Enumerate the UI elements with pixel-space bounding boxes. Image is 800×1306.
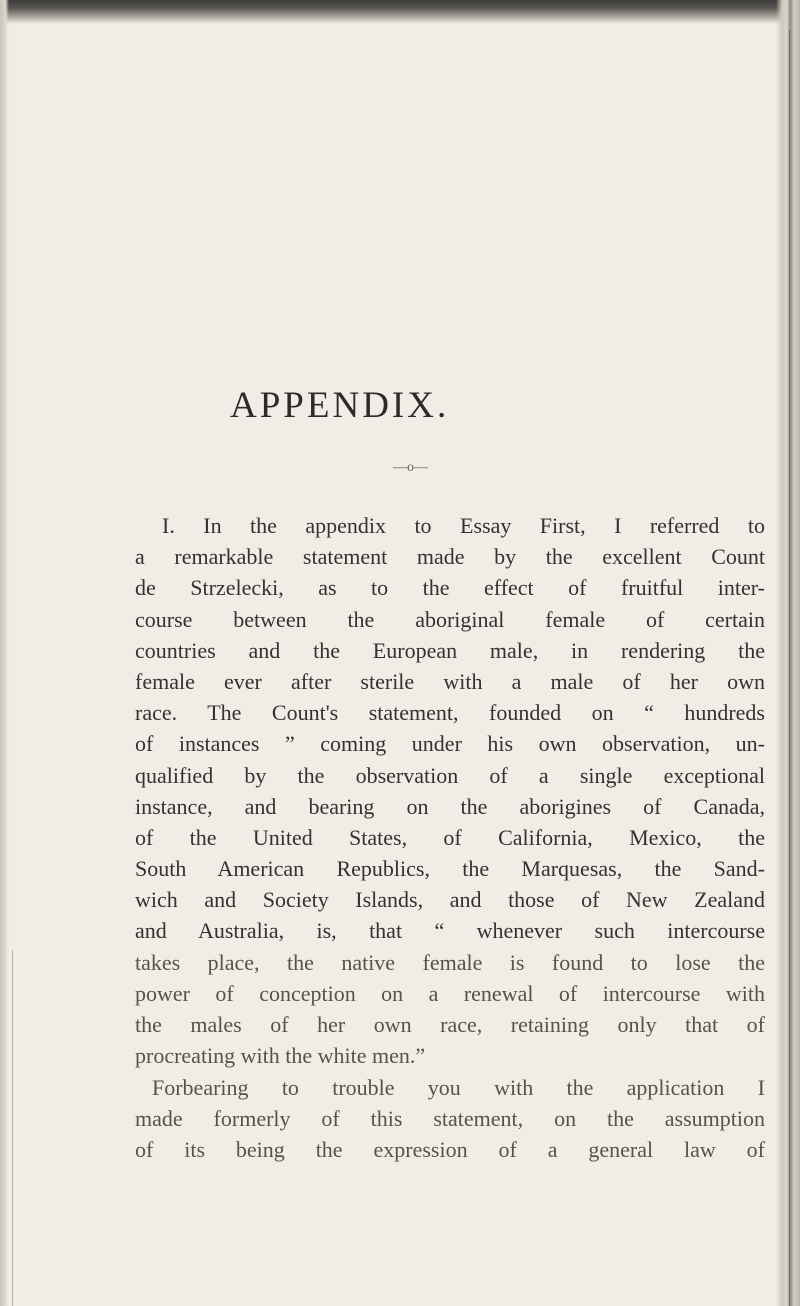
paragraph-line: South American Republics, the Marquesas, the Sand- — [135, 856, 765, 882]
paragraph-line: takes place, the native female is found to lose the — [135, 949, 765, 975]
appendix-heading: APPENDIX. — [230, 385, 450, 426]
paragraph-line: de Strzelecki, as to the effect of fruitful inter- — [135, 575, 765, 601]
paragraph-line: female ever after sterile with a male of her own — [135, 668, 765, 694]
page-left-edge — [0, 0, 9, 1306]
page-right-fold-line — [789, 30, 790, 1306]
paragraph-1 — [135, 510, 765, 1071]
paragraph-line: instance, and bearing on the aborigines of Canada, — [135, 793, 765, 819]
paragraph-line: of instances ” coming under his own observation, un- — [135, 731, 765, 757]
paragraph-line: the males of her own race, retaining only that of — [135, 1012, 765, 1037]
paragraph-line: a remarkable statement made by the excellent Count — [135, 544, 765, 570]
paragraph-line: countries and the European male, in rendering the — [135, 637, 765, 663]
section-divider: —o— — [393, 460, 428, 475]
paragraph-line: of the United States, of California, Mexico, the — [135, 824, 765, 850]
paragraph-line: wich and Society Islands, and those of New Zealand — [135, 887, 765, 913]
paragraph-line: race. The Count's statement, founded on “ hundreds — [135, 700, 765, 726]
paragraph-line: qualified by the observation of a single exceptional — [135, 762, 765, 788]
page-left-fold-line — [12, 950, 13, 1306]
paragraph-line: of its being the expression of a general law of — [135, 1136, 765, 1162]
paragraph-line: Forbearing to trouble you with the application I — [152, 1074, 765, 1100]
paragraph-line: procreating with the white men.” — [135, 1043, 426, 1069]
page-right-edge — [776, 0, 800, 1306]
page-top-shadow — [0, 0, 800, 24]
paragraph-line: made formerly of this statement, on the assumption — [135, 1105, 765, 1131]
paragraph-line: and Australia, is, that “ whenever such intercourse — [135, 918, 765, 944]
paragraph-line: course between the aboriginal female of certain — [135, 606, 765, 632]
paragraph-line: I. In the appendix to Essay First, I referred to — [162, 513, 765, 538]
paragraph-2 — [135, 1072, 765, 1166]
paragraph-line: power of conception on a renewal of intercourse with — [135, 980, 765, 1006]
